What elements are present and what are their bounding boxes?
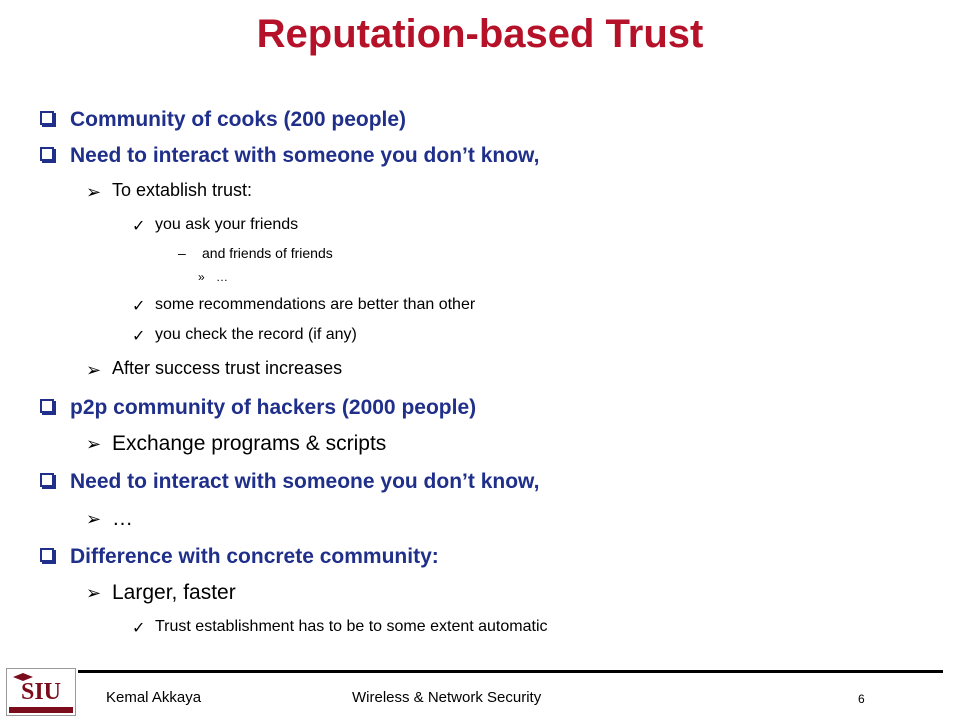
bullet-item: Difference with concrete community: (40, 545, 439, 569)
square-bullet-icon (40, 473, 54, 487)
check-bullet-icon: ✓ (132, 298, 146, 315)
square-bullet-icon (40, 147, 54, 161)
bullet-item: Community of cooks (200 people) (40, 108, 406, 132)
square-bullet-icon (40, 548, 54, 562)
bullet-item: ✓ Trust establishment has to be to some extent automatic (132, 618, 548, 637)
bullet-item: ➢ To extablish trust: (86, 180, 253, 202)
slide-title: Reputation-based Trust (256, 12, 704, 56)
page-number: 6 (858, 692, 865, 706)
bullet-item: » … (198, 270, 228, 284)
bullet-item: p2p community of hackers (2000 people) (40, 396, 476, 420)
bullet-item: ➢ After success trust increases (86, 358, 343, 380)
logo-banner (9, 707, 73, 713)
check-bullet-icon: ✓ (132, 620, 146, 637)
bullet-item: ✓ some recommendations are better than other (132, 296, 476, 315)
dash-bullet-icon: – (178, 245, 186, 261)
bullet-item: Need to interact with someone you don’t know, (40, 470, 539, 494)
arrow-bullet-icon: ➢ (86, 182, 102, 202)
square-bullet-icon (40, 111, 54, 125)
footer-course: Wireless & Network Security (352, 689, 542, 706)
footer-author: Kemal Akkaya (106, 689, 202, 706)
bullet-item: ✓ you ask your friends (132, 216, 299, 235)
arrow-bullet-icon: ➢ (86, 509, 102, 529)
footer-divider (78, 670, 943, 673)
bullet-item: ➢ Exchange programs & scripts (86, 432, 387, 455)
check-bullet-icon: ✓ (132, 218, 146, 235)
bullet-item: – and friends of friends (178, 245, 333, 261)
bullet-item: ➢ … (86, 507, 133, 530)
bullet-item: ✓ you check the record (if any) (132, 326, 357, 345)
bullet-item: Need to interact with someone you don’t know, (40, 144, 539, 168)
arrow-bullet-icon: ➢ (86, 434, 102, 454)
bullet-item: ➢ Larger, faster (86, 581, 236, 604)
square-bullet-icon (40, 399, 54, 413)
arrow-bullet-icon: ➢ (86, 360, 102, 380)
double-chevron-bullet-icon: » (198, 270, 205, 284)
arrow-bullet-icon: ➢ (86, 583, 102, 603)
siu-logo-icon (6, 668, 76, 716)
check-bullet-icon: ✓ (132, 328, 146, 345)
logo-text: SIU (20, 679, 62, 705)
